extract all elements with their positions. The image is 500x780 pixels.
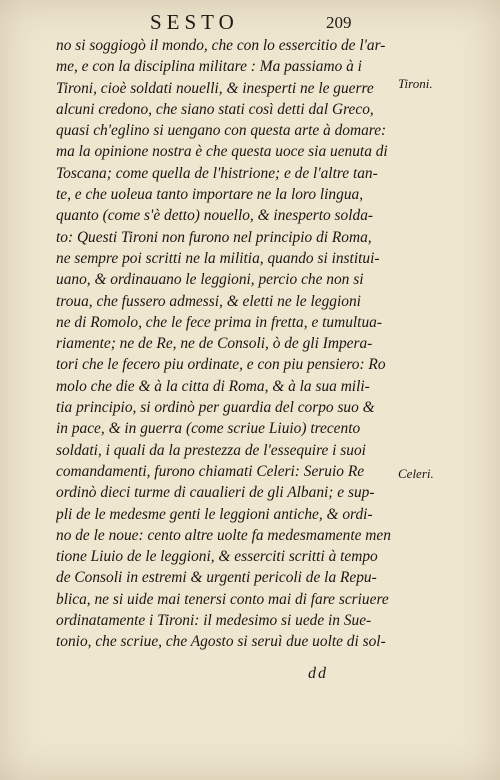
text-line: ma la opinione nostra è che questa uoce sia uenuta di: [56, 143, 388, 161]
text-line: Toscana; come quella de l'histrione; e de l'altre tan-: [56, 164, 378, 182]
page-header: [0, 10, 500, 38]
text-line: blica, ne si uide mai tenersi conto mai di fare scriuere: [56, 590, 389, 608]
text-line: ne sempre poi scritti ne la militia, quando si institui-: [56, 249, 380, 267]
text-line: tori che le fecero piu ordinate, e con piu pensiero: Ro: [56, 356, 386, 374]
text-line: pli de le medesme genti le leggioni antiche, & ordi-: [56, 505, 373, 523]
text-line: tia principio, si ordinò per guardia del corpo suo &: [56, 399, 375, 417]
text-line: to: Questi Tironi non furono nel principio di Roma,: [56, 228, 372, 246]
text-line: no si soggiogò il mondo, che con lo essercitio de l'ar-: [56, 37, 386, 54]
page-number: 209: [326, 13, 352, 32]
text-line: riamente; ne de Re, ne de Consoli, ò de gli Impera-: [56, 335, 373, 353]
text-line: me, e con la disciplina militare : Ma passiamo à i: [56, 58, 362, 76]
margin-note-tironi: Tironi.: [398, 76, 433, 91]
text-line: soldati, i quali da la prestezza de l'essequire i suoi: [56, 441, 366, 459]
margin-note-celeri: Celeri.: [398, 466, 434, 481]
text-line: alcuni credono, che siano stati così detti dal Greco,: [56, 100, 374, 118]
text-line: Tironi, cioè soldati nouelli, & inesperti ne le guerre: [56, 79, 374, 97]
text-line: te, e che uoleua tanto importare ne la loro lingua,: [56, 186, 364, 204]
text-line: tonio, che scriue, che Agosto si seruì due uolte di sol-: [56, 633, 386, 651]
text-line: quasi ch'eglino si uengano con questa arte à domare:: [56, 122, 387, 140]
body-text: [56, 35, 396, 653]
text-line: troua, che fussero admessi, & eletti ne le leggioni: [56, 292, 361, 310]
text-line: in pace, & in guerra (come scriue Liuio) trecento: [56, 420, 361, 438]
text-line: quanto (come s'è detto) nouello, & inesperto solda-: [56, 207, 374, 225]
text-line: de Consoli in estremi & urgenti pericoli de la Repu-: [56, 569, 377, 587]
text-line: no de le noue: cento altre uolte fa medesmamente men: [56, 526, 391, 544]
text-line: tione Liuio de le leggioni, & esserciti scritti à tempo: [56, 548, 378, 566]
text-line: comandamenti, furono chiamati Celeri: Seruio Re: [56, 462, 365, 480]
text-line: ordinò dieci turme di caualieri de gli Albani; e sup-: [56, 484, 375, 502]
signature-mark: dd: [308, 665, 328, 682]
text-line: uano, & ordinauano le leggioni, percio che non si: [56, 271, 364, 289]
text-line: molo che die & à la citta di Roma, & à la sua mili-: [56, 377, 370, 395]
running-head: SESTO: [150, 10, 239, 34]
text-line: ne di Romolo, che le fece prima in fretta, e tumultua-: [56, 313, 382, 331]
text-line: ordinatamente i Tironi: il medesimo si uede in Sue-: [56, 612, 372, 630]
